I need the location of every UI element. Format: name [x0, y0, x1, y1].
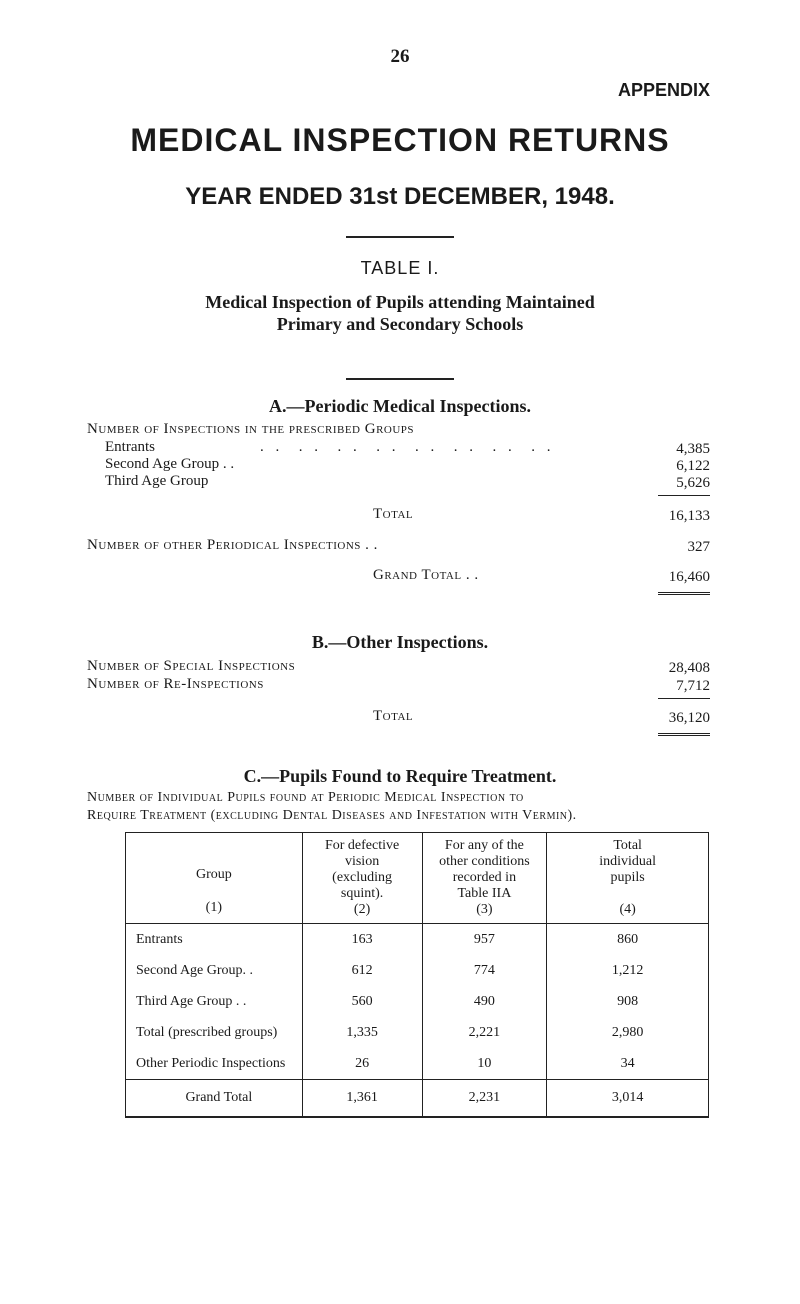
table-cell-vision: 26 — [302, 1048, 422, 1080]
page-title: MEDICAL INSPECTION RETURNS — [130, 122, 670, 158]
table-body — [126, 924, 709, 1118]
page-number: 26 — [390, 46, 410, 67]
section-b-row-value: 28,408 — [668, 660, 710, 676]
table-cell-total: 2,980 — [547, 1017, 709, 1048]
section-a-row-value: 6,122 — [676, 458, 710, 474]
table-cell-group: Grand Total — [126, 1080, 303, 1118]
section-a-groups-label: Number of Inspections in the prescribed Groups — [87, 421, 415, 437]
section-a-grand-total-value: 16,460 — [668, 569, 710, 585]
table-cell-other: 774 — [422, 955, 547, 986]
table-row — [126, 924, 709, 956]
column-header: For defective vision (excluding squint). (2) — [302, 833, 422, 924]
table-cell-vision: 1,335 — [302, 1017, 422, 1048]
section-c-intro-line2: Require Treatment (excluding Dental Diseases and Infestation with Vermin). — [87, 808, 577, 823]
section-a-row-value: 4,385 — [676, 441, 710, 457]
table-cell-vision: 1,361 — [302, 1080, 422, 1118]
table-cell-other: 10 — [422, 1048, 547, 1080]
double-rule — [658, 592, 710, 595]
table-grand-total-row — [126, 1080, 709, 1118]
table-cell-total: 908 — [547, 986, 709, 1017]
table-row — [126, 1048, 709, 1080]
double-rule — [658, 733, 710, 736]
section-a-row-label: Third Age Group — [105, 473, 209, 489]
section-a-other-label: Number of other Periodical Inspections . . — [87, 537, 378, 553]
section-b-heading: B.—Other Inspections. — [311, 632, 489, 652]
section-b-row-label: Number of Special Inspections — [87, 658, 296, 674]
table-cell-total: 860 — [547, 924, 709, 956]
section-a-total-label: Total — [373, 506, 414, 522]
table-cell-vision: 163 — [302, 924, 422, 956]
table-cell-group: Entrants — [126, 924, 303, 956]
table-cell-other: 2,231 — [422, 1080, 547, 1118]
section-a-row-label: Second Age Group . . — [105, 456, 235, 472]
section-a-other-value: 327 — [687, 539, 710, 555]
table-cell-group: Third Age Group . . — [126, 986, 303, 1017]
sum-rule — [658, 495, 710, 496]
leader-dots: . . . . . . . . . . . . . . . . — [260, 439, 555, 455]
table-caption-line2: Primary and Secondary Schools — [276, 314, 524, 334]
table-cell-other: 2,221 — [422, 1017, 547, 1048]
section-c-heading: C.—Pupils Found to Require Treatment. — [243, 766, 557, 786]
appendix-label: APPENDIX — [617, 80, 710, 100]
table-cell-vision: 612 — [302, 955, 422, 986]
table-cell-other: 957 — [422, 924, 547, 956]
section-b-total-label: Total — [373, 708, 414, 724]
section-a-row-value: 5,626 — [676, 475, 710, 491]
table-row — [126, 955, 709, 986]
section-b-total-value: 36,120 — [668, 710, 710, 726]
table-title: TABLE I. — [360, 258, 440, 278]
table-cell-total: 34 — [547, 1048, 709, 1080]
table-cell-other: 490 — [422, 986, 547, 1017]
section-c-intro-line1: Number of Individual Pupils found at Periodic Medical Inspection to — [87, 790, 524, 805]
section-a-heading: A.—Periodic Medical Inspections. — [269, 396, 531, 416]
table-cell-total: 3,014 — [547, 1080, 709, 1118]
section-a-row-label: Entrants — [105, 439, 155, 455]
table-row — [126, 1017, 709, 1048]
column-header: Total individual pupils (4) — [547, 833, 709, 924]
table-row — [126, 986, 709, 1017]
treatment-table — [125, 832, 709, 1118]
column-header: Group (1) — [126, 833, 303, 924]
section-b-row-label: Number of Re-Inspections — [87, 676, 264, 692]
divider — [346, 236, 454, 238]
sum-rule — [658, 698, 710, 699]
table-cell-group: Other Periodic Inspections — [126, 1048, 303, 1080]
column-header: For any of the other conditions recorded in Table IIA (3) — [422, 833, 547, 924]
table-cell-group: Second Age Group. . — [126, 955, 303, 986]
section-a-total-value: 16,133 — [668, 508, 710, 524]
table-cell-vision: 560 — [302, 986, 422, 1017]
table-caption-line1: Medical Inspection of Pupils attending Maintained — [205, 292, 595, 312]
divider — [346, 378, 454, 380]
section-a-grand-total-label: Grand Total . . — [373, 567, 479, 583]
table-cell-group: Total (prescribed groups) — [126, 1017, 303, 1048]
table-cell-total: 1,212 — [547, 955, 709, 986]
page-subtitle: YEAR ENDED 31st DECEMBER, 1948. — [185, 183, 615, 210]
section-b-row-value: 7,712 — [676, 678, 710, 694]
table-header-row — [126, 833, 709, 924]
